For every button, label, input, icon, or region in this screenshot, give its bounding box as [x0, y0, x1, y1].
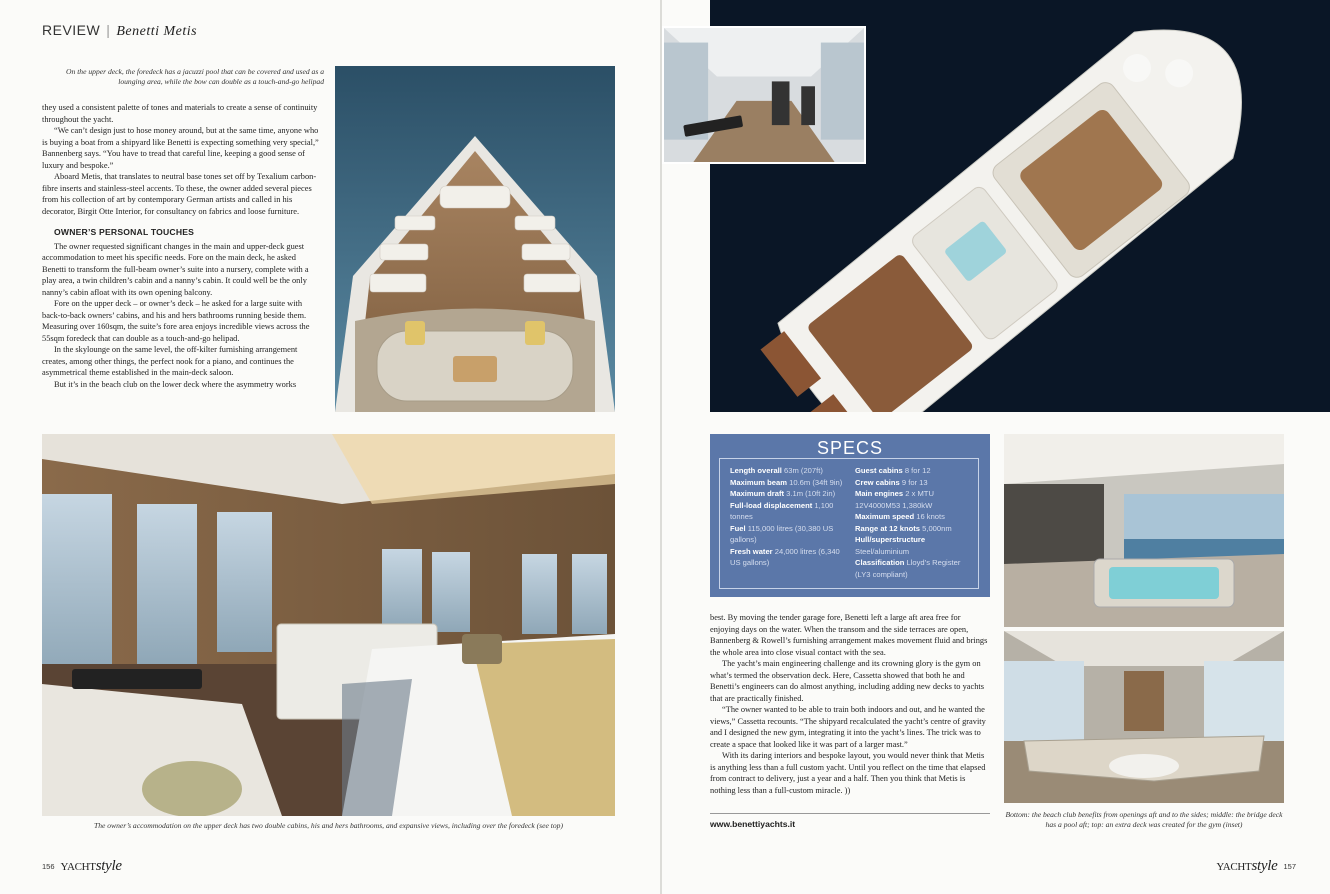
specs-column-right	[855, 465, 970, 588]
spec-label: Range at 12 knots	[855, 523, 920, 533]
spec-label: Fuel	[730, 523, 746, 533]
spec-value: 16 knots	[916, 512, 945, 521]
spec-label: Main engines	[855, 489, 904, 498]
left-page	[0, 0, 660, 894]
spec-item	[730, 546, 845, 569]
spec-value: 5,000nm	[922, 523, 952, 533]
spec-value: 3.1m (10ft 2in)	[786, 489, 836, 498]
paragraph: Fore on the upper deck – or owner’s deck – he asked for a large suite with back-to-back owners’ cabins, and his and hers bathrooms running beside them. Measuring over 160sqm, the suite’s fore area enjoys incredible views across the 55sqm foredeck that can double as a touch-and-go helipad.	[42, 299, 310, 343]
paragraph: With its daring interiors and bespoke layout, you would never think that Metis is anything less than a full custom yacht. Until you reflect on the time that elapsed from contract to delivery, just a year and a half. Then you think that Metis is nothing less than a full-custom miracle. ))	[710, 751, 986, 795]
gym-inset-photo	[662, 26, 866, 164]
spec-value: 115,000 litres (30,380 US gallons)	[730, 523, 834, 544]
paragraph: best. By moving the tender garage fore, Benetti left a large aft area free for enjoying days on the water. When the transom and the side terraces are open, Bannenberg & Rowell’s furnishing arrangement makes movement fluid and brings the whole area into close visual contact with the sea.	[710, 613, 988, 657]
spec-label: Guest cabins	[855, 466, 903, 475]
divider	[710, 813, 990, 814]
spec-value: 24,000 litres (6,340 US gallons)	[730, 546, 840, 567]
spec-item	[730, 477, 845, 489]
page-number: 157	[1283, 862, 1296, 871]
specs-table	[719, 458, 979, 589]
paragraph: The yacht’s main engineering challenge and its crowning glory is the gym on what’s termed the observation deck. Here, Cassetta showed that both he and Benetti’s engineers can do almost anything, including adding new decks to yachts that are practically finished.	[710, 659, 984, 703]
spec-value: 8 for 12	[904, 466, 931, 475]
subheading: OWNER’S PERSONAL TOUCHES	[54, 227, 195, 237]
paragraph: The owner requested significant changes in the main and upper-deck guest accommodation to meet his specific needs. Fore on the main deck, he asked Benetti to transform the full-beam owner’s suite into a nursery, complete with a play area, a twin children’s cabin and a nanny’s cabin. It could well be the only nanny’s cabin afloat with its own opening balcony.	[42, 241, 309, 297]
paragraph: Aboard Metis, that translates to neutral base tones set off by Texalium carbon-fibre inserts and stainless-steel accents. To these, the owner added several pieces from his collection of art by contemporary German artists and called in his decorator, Birgit Otte Interior, for consultancy on fabrics and loose furniture.	[42, 172, 317, 216]
paragraph: “We can’t design just to hose money around, but at the same time, anyone who is buying a boat from a shipyard like Benetti is expecting something very special,” Bannenberg says. “You have to tread that careful line, keeping a good sense of luxury and bespoke.”	[42, 126, 319, 170]
bridge-deck-pool-photo	[1004, 434, 1284, 627]
spec-value: 1,100 tonnes	[730, 500, 834, 521]
spec-item	[855, 488, 970, 511]
spec-item	[730, 523, 845, 546]
magazine-logo	[1216, 858, 1277, 875]
spec-item	[730, 500, 845, 523]
logo-part: style	[95, 858, 122, 874]
website-link[interactable]: www.benettiyachts.it	[710, 819, 796, 829]
right-photos-caption: Bottom: the beach club benefits from openings aft and to the sides; middle: the bridge deck has a pool aft; top: an extra deck was created for the gym (inset)	[1005, 810, 1283, 829]
section-header	[42, 22, 197, 40]
spec-item	[855, 465, 970, 477]
spec-value: Lloyd’s Register (LY3 compliant)	[855, 558, 961, 579]
beach-club-photo	[1004, 631, 1284, 803]
foredeck-caption: On the upper deck, the foredeck has a jacuzzi pool that can be covered and used as a lounging area, while the bow can double as a touch-and-go helipad	[66, 67, 324, 86]
header-divider: |	[106, 22, 111, 38]
foredeck-photo	[335, 66, 615, 412]
stateroom-caption: The owner’s accommodation on the upper deck has two double cabins, his and hers bathrooms, and expansive views, including over the foredeck (see top)	[93, 821, 564, 830]
right-article-column	[710, 612, 990, 796]
spec-value: Steel/aluminium	[855, 546, 910, 556]
logo-part: YACHT	[60, 861, 96, 873]
right-folio	[1216, 858, 1296, 875]
spec-item	[855, 534, 970, 557]
spec-label: Full-load displacement	[730, 500, 813, 510]
specs-title: SPECS	[816, 438, 884, 458]
left-article-column	[42, 102, 320, 390]
paragraph: But it’s in the beach club on the lower deck where the asymmetry works	[54, 379, 297, 389]
spec-item	[855, 477, 970, 489]
magazine-logo	[61, 858, 122, 875]
logo-part: YACHT	[1216, 861, 1252, 873]
specs-column-left	[730, 465, 845, 588]
spec-label: Crew cabins	[855, 477, 900, 487]
logo-part: style	[1251, 858, 1278, 874]
specs-panel	[710, 434, 990, 597]
spec-label: Length overall	[730, 466, 782, 475]
spec-item	[855, 511, 970, 523]
spec-label: Classification	[855, 558, 905, 567]
spec-item	[730, 488, 845, 500]
right-page	[662, 0, 1330, 894]
spec-value: 10.6m (34ft 9in)	[789, 477, 843, 487]
article-subject: Benetti Metis	[116, 24, 198, 39]
owners-stateroom-photo	[42, 434, 615, 816]
left-folio	[42, 858, 122, 875]
section-label: REVIEW	[42, 22, 101, 38]
spec-value: 9 for 13	[901, 477, 928, 487]
spec-label: Fresh water	[730, 546, 773, 556]
paragraph: they used a consistent palette of tones and materials to create a sense of continuity throughout the yacht.	[42, 103, 318, 124]
spec-value: 2 x MTU 12V4000M53 1,380kW	[855, 489, 934, 510]
spec-item	[855, 523, 970, 535]
spec-label: Maximum beam	[730, 477, 787, 487]
spec-label: Hull/superstructure	[855, 535, 926, 544]
spec-item	[730, 465, 845, 477]
spec-value: 63m (207ft)	[784, 466, 823, 475]
paragraph: “The owner wanted to be able to train both indoors and out, and he wanted the views,” Cassetta recounts. “The shipyard recalculated the yacht’s centre of gravity and I designed the new gym, integrating it into the yacht’s lines. The trick was to create a space that looked like it was part of a larger mast.”	[710, 705, 986, 749]
spec-label: Maximum draft	[730, 489, 785, 498]
paragraph: In the skylounge on the same level, the off-kilter furnishing arrangement creates, among other things, the perfect nook for a piano, and continues the asymmetrical theme established in the main-deck saloon.	[42, 345, 298, 377]
page-number: 156	[42, 862, 55, 871]
spec-label: Maximum speed	[855, 512, 915, 521]
spec-item	[855, 557, 970, 580]
